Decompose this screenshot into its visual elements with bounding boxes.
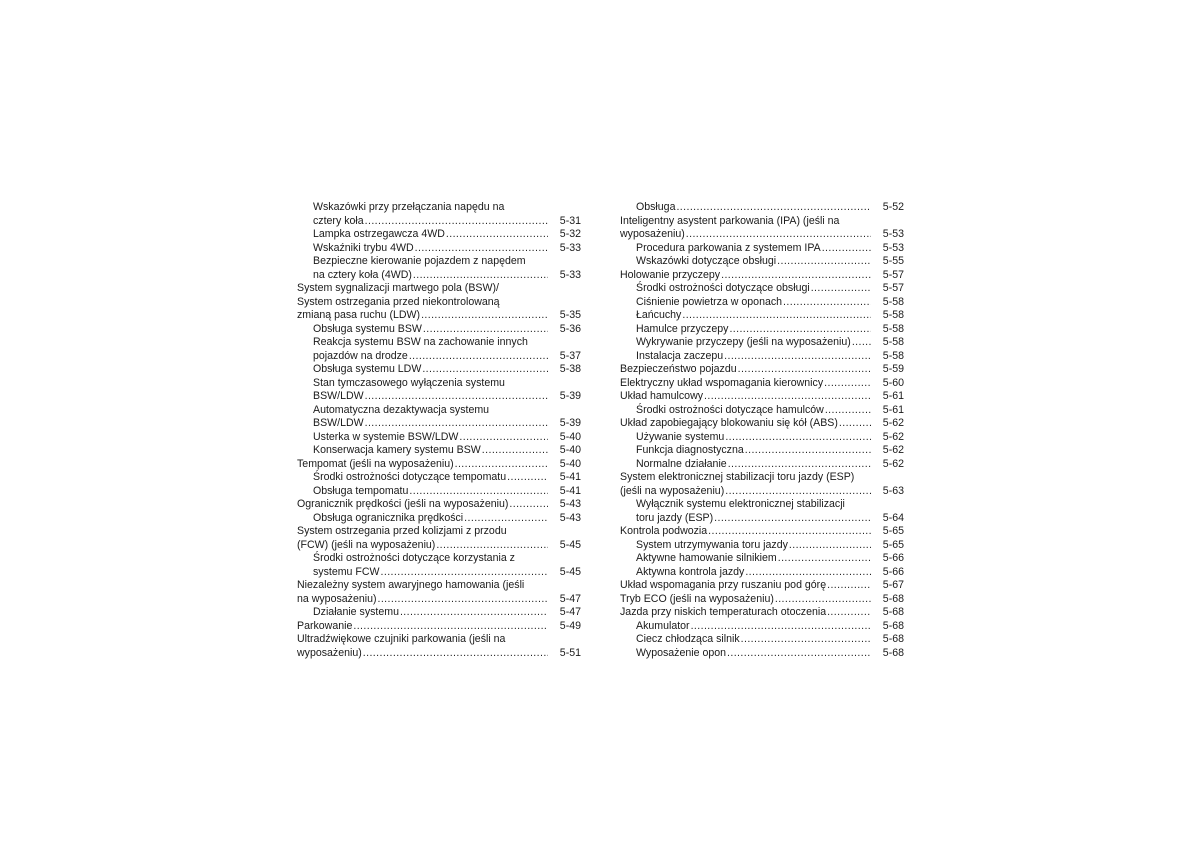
dot-leader [436, 539, 548, 553]
dot-leader [727, 647, 871, 661]
toc-page-number: 5-53 [882, 241, 904, 254]
toc-subentry[interactable] [620, 431, 904, 445]
toc-entry-title: Aktywna kontrola jazdy [636, 565, 745, 578]
toc-subentry[interactable] [297, 606, 581, 620]
toc-entry[interactable] [620, 593, 904, 607]
toc-entry-title: na cztery koła (4WD) [313, 268, 412, 281]
toc-entry-title: Obsługa systemu LDW [313, 363, 422, 375]
toc-page-number: 5-36 [559, 322, 581, 335]
dot-leader [464, 512, 548, 526]
toc-entry-title: Normalne działanie [636, 457, 727, 470]
toc-page-number: 5-53 [882, 228, 904, 240]
dot-leader [725, 431, 871, 445]
dot-leader [822, 242, 871, 256]
toc-entry-title: Wykrywanie przyczepy (jeśli na wyposażeniu) [636, 336, 851, 348]
toc-page-number: 5-57 [882, 268, 904, 281]
toc-entry-title: Obsługa tempomatu [313, 484, 409, 497]
toc-subentry[interactable] [620, 620, 904, 634]
toc-page-number: 5-43 [559, 511, 581, 524]
toc-entry[interactable] [620, 579, 904, 593]
toc-subentry[interactable] [297, 377, 581, 404]
dot-leader [745, 566, 871, 580]
dot-leader [714, 512, 871, 526]
dot-leader [724, 350, 871, 364]
dot-leader [811, 282, 871, 296]
toc-subentry[interactable] [297, 552, 581, 579]
toc-right-column [620, 201, 904, 660]
toc-subentry[interactable] [620, 552, 904, 566]
dot-leader [409, 485, 548, 499]
toc-page-number: 5-41 [559, 484, 581, 497]
toc-entry-title: Wskaźniki trybu 4WD [313, 241, 414, 254]
toc-entry[interactable] [297, 579, 581, 606]
toc-entry-title-line: Wskazówki przy przełączania napędu na [313, 201, 505, 213]
toc-entry-title-line: Reakcja systemu BSW na zachowanie innych [313, 336, 528, 348]
toc-page-number: 5-62 [882, 430, 904, 443]
dot-leader [423, 323, 548, 337]
toc-entry-title: na wyposażeniu) [297, 592, 377, 605]
toc-entry-title: System utrzymywania toru jazdy [636, 538, 788, 551]
toc-page-number: 5-51 [559, 646, 581, 659]
toc-entry-title: Hamulce przyczepy [636, 322, 729, 335]
toc-page-number: 5-63 [882, 484, 904, 497]
toc-page-number: 5-68 [882, 606, 904, 618]
toc-subentry[interactable] [297, 363, 581, 377]
toc-entry-title: wyposażeniu) [297, 646, 362, 659]
toc-page-number: 5-62 [882, 417, 904, 429]
toc-page-number: 5-58 [882, 322, 904, 335]
toc-entry-title: Działanie systemu [313, 606, 399, 618]
toc-page-number: 5-66 [882, 565, 904, 578]
toc-entry[interactable] [297, 498, 581, 512]
dot-leader [827, 579, 871, 593]
toc-subentry[interactable] [620, 566, 904, 580]
toc-entry-title: Akumulator [636, 619, 690, 632]
toc-entry-title-line: System ostrzegania przed niekontrolowaną [297, 295, 500, 308]
toc-page-number: 5-60 [882, 376, 904, 389]
toc-subentry[interactable] [620, 296, 904, 310]
toc-entry-title: Tryb ECO (jeśli na wyposażeniu) [620, 592, 774, 605]
toc-entry-title: Używanie systemu [636, 430, 725, 443]
dot-leader [852, 336, 871, 350]
toc-left-column [297, 201, 581, 660]
dot-leader [400, 606, 548, 620]
toc-entry-title: Układ hamulcowy [620, 390, 704, 402]
toc-entry-title: zmianą pasa ruchu (LDW) [297, 309, 421, 321]
dot-leader [415, 242, 548, 256]
toc-entry-title: wyposażeniu) [620, 228, 685, 240]
toc-subentry[interactable] [620, 498, 904, 525]
dot-leader [725, 485, 871, 499]
toc-entry-title-line: Automatyczna dezaktywacja systemu [313, 403, 490, 416]
dot-leader [409, 350, 548, 364]
toc-page-number: 5-33 [559, 241, 581, 254]
dot-leader [509, 498, 548, 512]
toc-entry-title: Wskazówki dotyczące obsługi [636, 255, 777, 267]
toc-page-number: 5-39 [559, 390, 581, 402]
toc-subentry[interactable] [620, 323, 904, 337]
toc-page-number: 5-40 [559, 444, 581, 456]
dot-leader [729, 323, 871, 337]
toc-subentry[interactable] [297, 512, 581, 526]
dot-leader [378, 593, 549, 607]
toc-subentry[interactable] [620, 633, 904, 647]
dot-leader [775, 593, 871, 607]
dot-leader [353, 620, 548, 634]
toc-page-number: 5-45 [559, 538, 581, 551]
dot-leader [839, 417, 871, 431]
toc-entry[interactable] [620, 390, 904, 404]
toc-entry-title: Ogranicznik prędkości (jeśli na wyposażeniu) [297, 498, 509, 510]
toc-subentry[interactable] [297, 201, 581, 228]
toc-entry-title: Jazda przy niskich temperaturach otoczenia [620, 606, 827, 618]
toc-subentry[interactable] [297, 336, 581, 363]
toc-entry-title: BSW/LDW [313, 417, 364, 429]
toc-subentry[interactable] [297, 255, 581, 282]
toc-page-number: 5-68 [882, 633, 904, 645]
toc-entry-title-line: Wyłącznik systemu elektronicznej stabilizacji [636, 498, 845, 510]
dot-leader [365, 417, 548, 431]
toc-entry-title: Procedura parkowania z systemem IPA [636, 241, 821, 254]
toc-entry-title: Holowanie przyczepy [620, 268, 721, 281]
toc-subentry[interactable] [297, 485, 581, 499]
toc-entry-title: Instalacja zaczepu [636, 349, 724, 362]
toc-page-number: 5-65 [882, 525, 904, 537]
toc-page-number: 5-58 [882, 295, 904, 308]
toc-entry-title: Konserwacja kamery systemu BSW [313, 444, 481, 456]
toc-entry-title: Obsługa systemu BSW [313, 322, 422, 335]
toc-subentry[interactable] [620, 255, 904, 269]
toc-subentry[interactable] [297, 228, 581, 242]
toc-page-number: 5-58 [882, 309, 904, 321]
toc-page-number: 5-61 [882, 390, 904, 402]
dot-leader [783, 296, 871, 310]
toc-entry-title: Aktywne hamowanie silnikiem [636, 552, 777, 564]
toc-entry-title: Bezpieczeństwo pojazdu [620, 363, 737, 375]
toc-subentry[interactable] [297, 471, 581, 485]
dot-leader [507, 471, 548, 485]
dot-leader [825, 404, 871, 418]
toc-page-number: 5-55 [882, 255, 904, 267]
toc-entry[interactable] [620, 471, 904, 498]
dot-leader [827, 606, 871, 620]
toc-page-number: 5-47 [559, 592, 581, 605]
toc-page-number: 5-40 [559, 457, 581, 470]
toc-page-number: 5-32 [559, 228, 581, 240]
dot-leader [413, 269, 548, 283]
toc-entry[interactable] [297, 633, 581, 660]
toc-page-number: 5-40 [559, 430, 581, 443]
toc-page-number: 5-52 [882, 201, 904, 213]
dot-leader [778, 552, 871, 566]
toc-entry-title: Obsługa [636, 201, 676, 213]
toc-entry-title: Parkowanie [297, 619, 353, 632]
toc-entry[interactable] [297, 282, 581, 323]
toc-entry[interactable] [297, 525, 581, 552]
toc-subentry[interactable] [620, 242, 904, 256]
toc-page-number: 5-68 [882, 592, 904, 605]
toc-subentry[interactable] [297, 404, 581, 431]
toc-entry-title: Lampka ostrzegawcza 4WD [313, 228, 445, 240]
toc-subentry[interactable] [620, 336, 904, 350]
toc-page-number: 5-65 [882, 538, 904, 551]
dot-leader [363, 647, 548, 661]
toc-entry-title: Środki ostrożności dotyczące hamulców [636, 403, 824, 416]
toc-entry-title: Tempomat (jeśli na wyposażeniu) [297, 457, 454, 470]
toc-page-number: 5-41 [559, 471, 581, 483]
toc-page-number: 5-37 [559, 349, 581, 362]
dot-leader [728, 458, 871, 472]
toc-subentry[interactable] [297, 323, 581, 337]
toc-page-number: 5-58 [882, 336, 904, 348]
toc-page-number: 5-45 [559, 565, 581, 578]
toc-page-number: 5-43 [559, 498, 581, 510]
toc-entry-title-line: Stan tymczasowego wyłączenia systemu [313, 376, 505, 389]
toc-page-number: 5-66 [882, 552, 904, 564]
toc-entry-title: (jeśli na wyposażeniu) [620, 484, 725, 497]
dot-leader [708, 525, 871, 539]
toc-subentry[interactable] [620, 350, 904, 364]
dot-leader [745, 444, 871, 458]
toc-entry-title: Ciśnienie powietrza w oponach [636, 295, 783, 308]
dot-leader [704, 390, 871, 404]
toc-entry-title: toru jazdy (ESP) [636, 511, 714, 524]
toc-entry-title: Funkcja diagnostyczna [636, 444, 744, 456]
toc-entry-title: Środki ostrożności dotyczące tempomatu [313, 471, 507, 483]
toc-page-number: 5-35 [559, 309, 581, 321]
toc-subentry[interactable] [297, 431, 581, 445]
dot-leader [789, 539, 871, 553]
dot-leader [482, 444, 548, 458]
toc-entry-title: Elektryczny układ wspomagania kierownicy [620, 376, 824, 389]
toc-entry-title-line: Bezpieczne kierowanie pojazdem z napędem [313, 255, 526, 267]
toc-subentry[interactable] [620, 539, 904, 553]
dot-leader [691, 620, 871, 634]
toc-subentry[interactable] [620, 404, 904, 418]
toc-entry-title: Usterka w systemie BSW/LDW [313, 430, 459, 443]
toc-entry-title-line: Środki ostrożności dotyczące korzystania z [313, 552, 515, 564]
toc-entry-title-line: System elektronicznej stabilizacji toru jazdy (ESP) [620, 471, 855, 483]
dot-leader [365, 390, 548, 404]
toc-entry-title: cztery koła [313, 214, 364, 227]
toc-subentry[interactable] [297, 444, 581, 458]
toc-page-number: 5-67 [882, 579, 904, 591]
toc-entry-title: Wyposażenie opon [636, 646, 727, 659]
dot-leader [365, 215, 548, 229]
toc-page-number: 5-64 [882, 511, 904, 524]
toc-entry[interactable] [297, 620, 581, 634]
toc-page-number: 5-57 [882, 282, 904, 294]
toc-entry-title-line: System ostrzegania przed kolizjami z przodu [297, 525, 507, 537]
toc-entry[interactable] [620, 377, 904, 391]
toc-entry-title-line: Inteligentny asystent parkowania (IPA) (jeśli na [620, 214, 840, 227]
toc-page-number: 5-39 [559, 417, 581, 429]
toc-entry-title: BSW/LDW [313, 390, 364, 402]
toc-entry-title: Obsługa ogranicznika prędkości [313, 511, 464, 524]
toc-page-number: 5-47 [559, 606, 581, 618]
toc-subentry[interactable] [620, 201, 904, 215]
dot-leader [738, 363, 871, 377]
toc-page-number: 5-58 [882, 349, 904, 362]
toc-entry-title: pojazdów na drodze [313, 349, 408, 362]
toc-entry[interactable] [620, 363, 904, 377]
toc-entry[interactable] [620, 269, 904, 283]
toc-subentry[interactable] [620, 282, 904, 296]
toc-page-number: 5-68 [882, 646, 904, 659]
dot-leader [455, 458, 548, 472]
dot-leader [676, 201, 871, 215]
toc-page-number: 5-59 [882, 363, 904, 375]
toc-page-number: 5-49 [559, 619, 581, 632]
toc-entry-title: Kontrola podwozia [620, 525, 708, 537]
dot-leader [682, 309, 871, 323]
toc-entry-title: Ciecz chłodząca silnik [636, 633, 740, 645]
toc-page-number: 5-68 [882, 619, 904, 632]
toc-entry-title: Środki ostrożności dotyczące obsługi [636, 282, 810, 294]
toc-page-number: 5-33 [559, 268, 581, 281]
toc-entry[interactable] [620, 215, 904, 242]
toc-entry[interactable] [620, 525, 904, 539]
toc-entry-title-line: System sygnalizacji martwego pola (BSW)/ [297, 282, 499, 294]
toc-entry-title-line: Niezależny system awaryjnego hamowania (jeśli [297, 579, 525, 591]
dot-leader [381, 566, 548, 580]
toc-entry[interactable] [620, 417, 904, 431]
toc-entry-title: Łańcuchy [636, 309, 682, 321]
dot-leader [686, 228, 871, 242]
toc-subentry[interactable] [620, 309, 904, 323]
toc-page-number: 5-38 [559, 363, 581, 375]
dot-leader [721, 269, 871, 283]
dot-leader [741, 633, 871, 647]
dot-leader [421, 309, 548, 323]
toc-entry-title-line: Ultradźwiękowe czujniki parkowania (jeśli na [297, 633, 506, 645]
toc-subentry[interactable] [297, 242, 581, 256]
toc-entry-title: Układ zapobiegający blokowaniu się kół (ABS) [620, 417, 838, 429]
toc-entry-title: systemu FCW [313, 565, 380, 578]
dot-leader [422, 363, 548, 377]
toc-page-number: 5-31 [559, 214, 581, 227]
toc-subentry[interactable] [620, 458, 904, 472]
toc-entry-title: (FCW) (jeśli na wyposażeniu) [297, 538, 436, 551]
toc-subentry[interactable] [620, 444, 904, 458]
toc-entry[interactable] [620, 606, 904, 620]
toc-entry-title: Układ wspomagania przy ruszaniu pod górę [620, 579, 827, 591]
dot-leader [459, 431, 548, 445]
toc-subentry[interactable] [620, 647, 904, 661]
dot-leader [446, 228, 548, 242]
toc-page-number: 5-62 [882, 457, 904, 470]
dot-leader [824, 377, 871, 391]
toc-entry[interactable] [297, 458, 581, 472]
toc-page-number: 5-61 [882, 403, 904, 416]
dot-leader [777, 255, 871, 269]
toc-page-number: 5-62 [882, 444, 904, 456]
